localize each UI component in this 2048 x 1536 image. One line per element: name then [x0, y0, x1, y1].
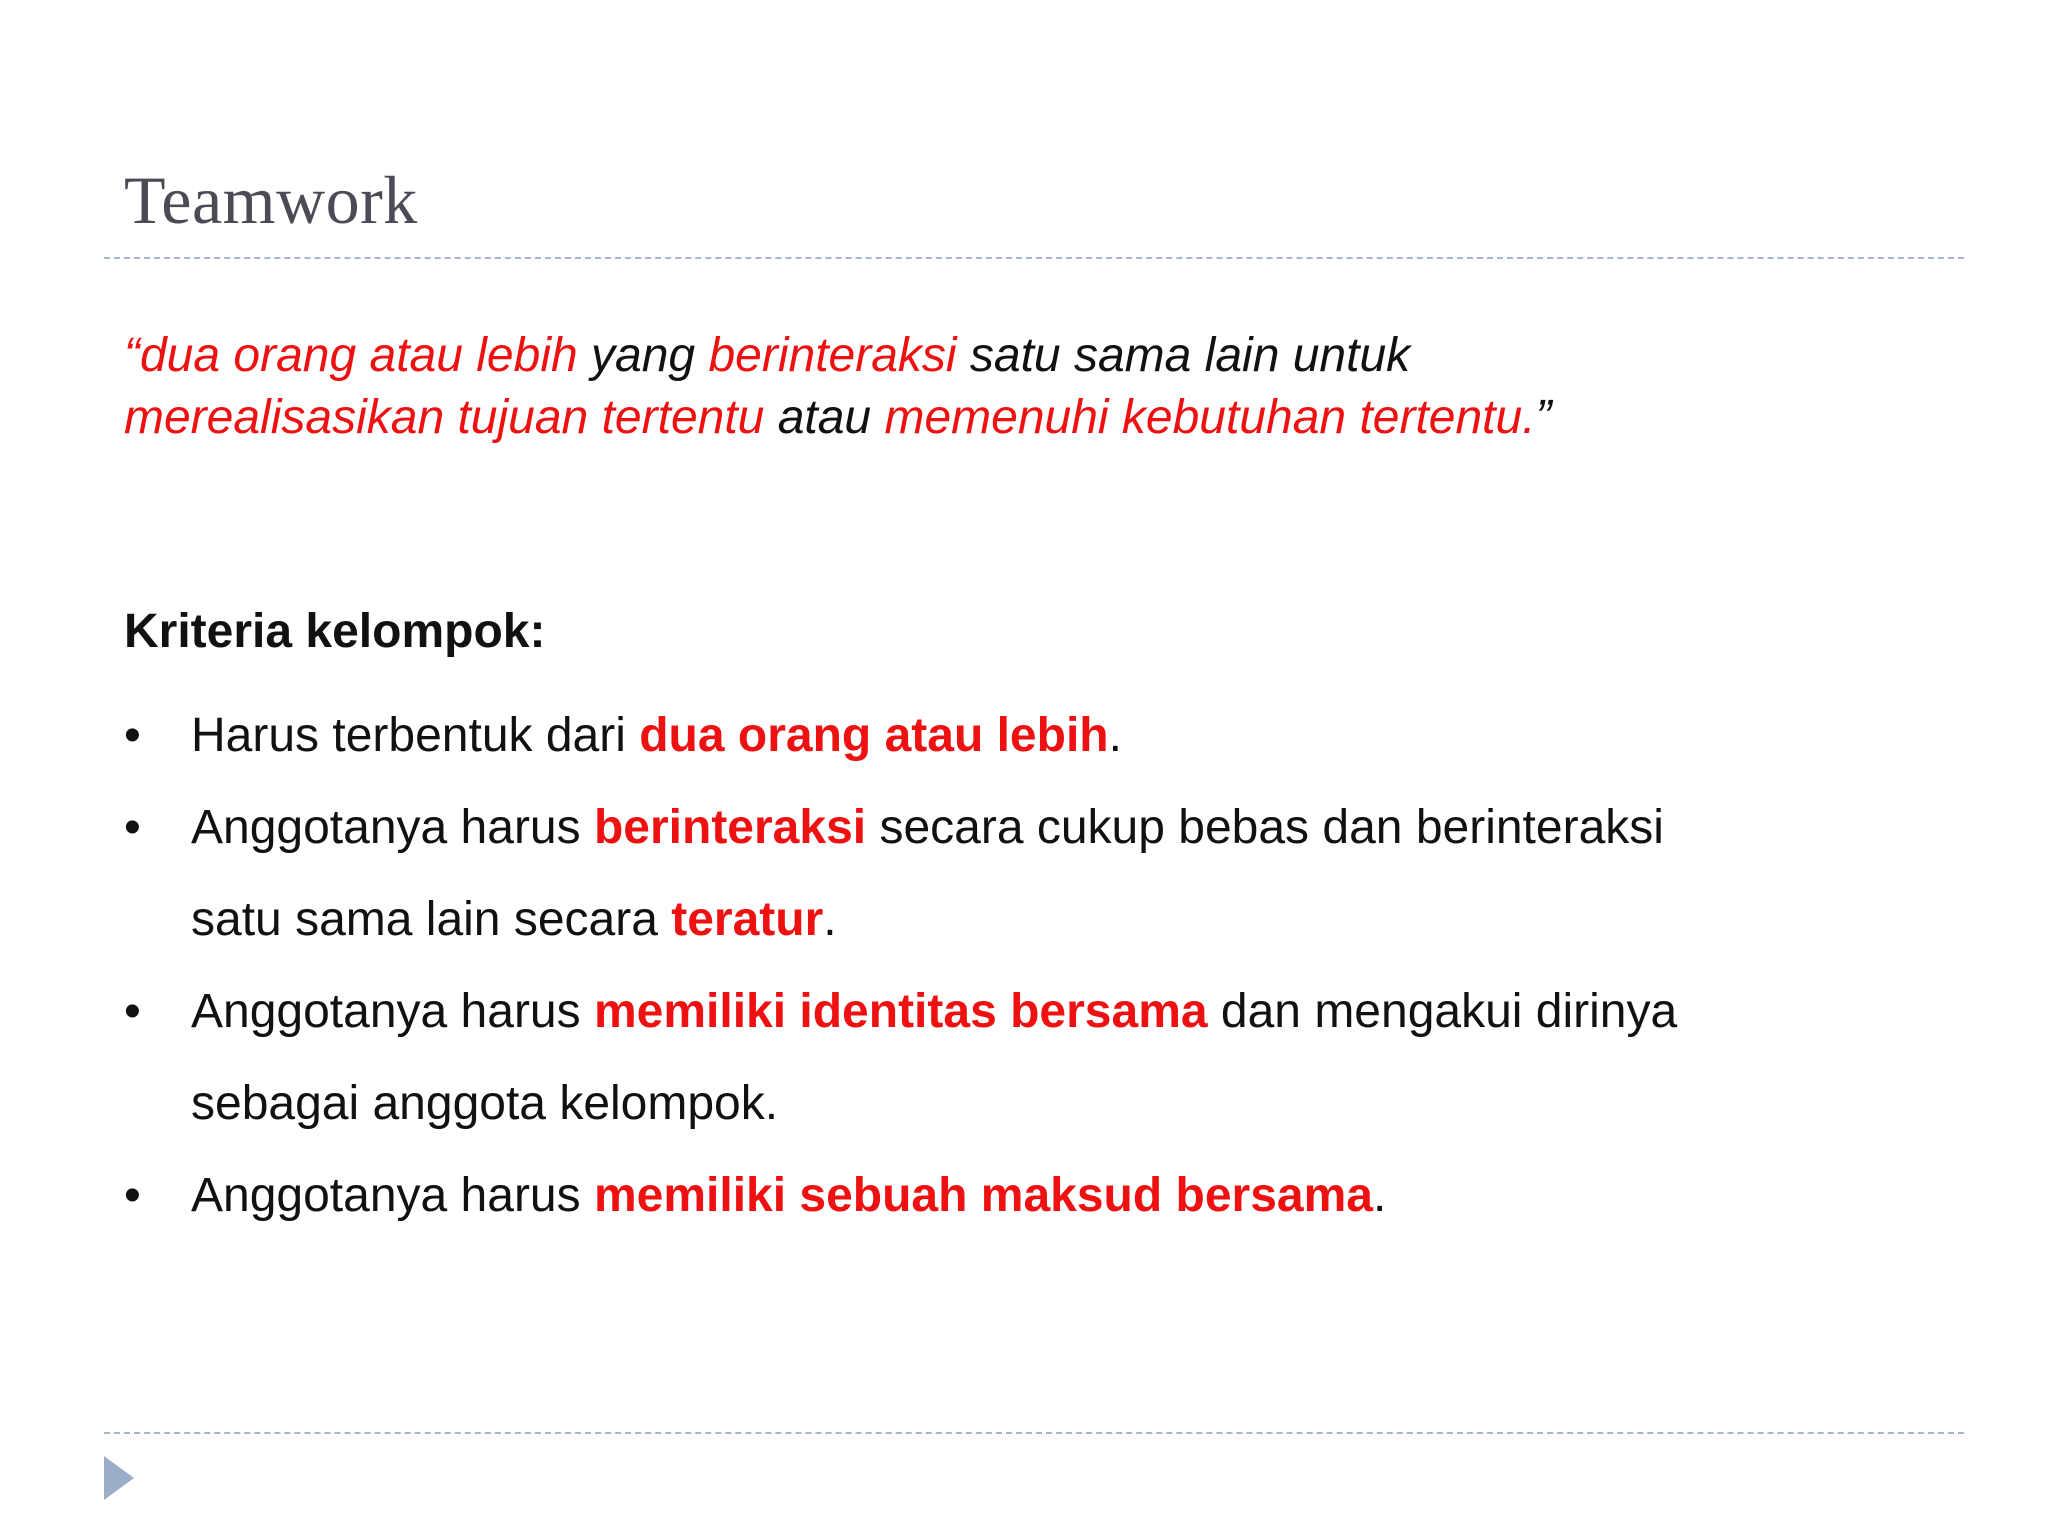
item-text: Anggotanya harus: [191, 985, 594, 1038]
item-text: .: [1108, 709, 1122, 762]
slide-title: Teamwork: [124, 162, 418, 238]
quote-segment: satu sama lain untuk: [956, 329, 1411, 382]
item-text: Anggotanya harus: [191, 801, 594, 854]
item-text: satu sama lain secara: [191, 893, 672, 946]
quote-close-mark: ”: [1535, 391, 1552, 444]
item-highlight: dua orang atau lebih: [639, 709, 1109, 762]
title-divider: [104, 257, 1964, 259]
criteria-heading: Kriteria kelompok:: [124, 605, 546, 658]
quote-segment: merealisasikan tujuan tertentu: [124, 391, 765, 444]
list-item: [124, 1150, 1924, 1242]
item-text: Harus terbentuk dari: [191, 709, 640, 762]
list-item: [124, 966, 1924, 1150]
item-text: secara cukup bebas dan berinteraksi: [866, 801, 1664, 854]
quote-segment: berinteraksi: [708, 329, 957, 382]
item-text: sebagai anggota kelompok.: [191, 1077, 779, 1130]
quote-segment: memenuhi kebutuhan tertentu.: [884, 391, 1536, 444]
item-highlight: berinteraksi: [593, 801, 867, 854]
item-text: Anggotanya harus: [191, 1169, 594, 1222]
list-item: [124, 782, 1924, 966]
item-highlight: memiliki identitas bersama: [593, 985, 1208, 1038]
criteria-list: [124, 690, 1924, 1242]
item-text: dan mengakui dirinya: [1207, 985, 1678, 1038]
quote-segment: atau: [764, 391, 885, 444]
bullet: •: [124, 1169, 141, 1222]
bullet: •: [124, 709, 141, 762]
item-text: .: [823, 893, 837, 946]
definition-quote: [124, 325, 1924, 449]
item-highlight: teratur: [671, 893, 824, 946]
quote-segment: yang: [577, 329, 709, 382]
bullet: •: [124, 985, 141, 1038]
bullet: •: [124, 801, 141, 854]
list-item: [124, 690, 1924, 782]
item-text: .: [1372, 1169, 1387, 1222]
item-highlight: memiliki sebuah maksud bersama: [593, 1169, 1373, 1222]
quote-segment: dua orang atau lebih: [139, 329, 578, 382]
footer-divider: [104, 1432, 1964, 1434]
next-slide-triangle-icon[interactable]: [104, 1456, 134, 1500]
quote-open-mark: “: [124, 329, 140, 382]
